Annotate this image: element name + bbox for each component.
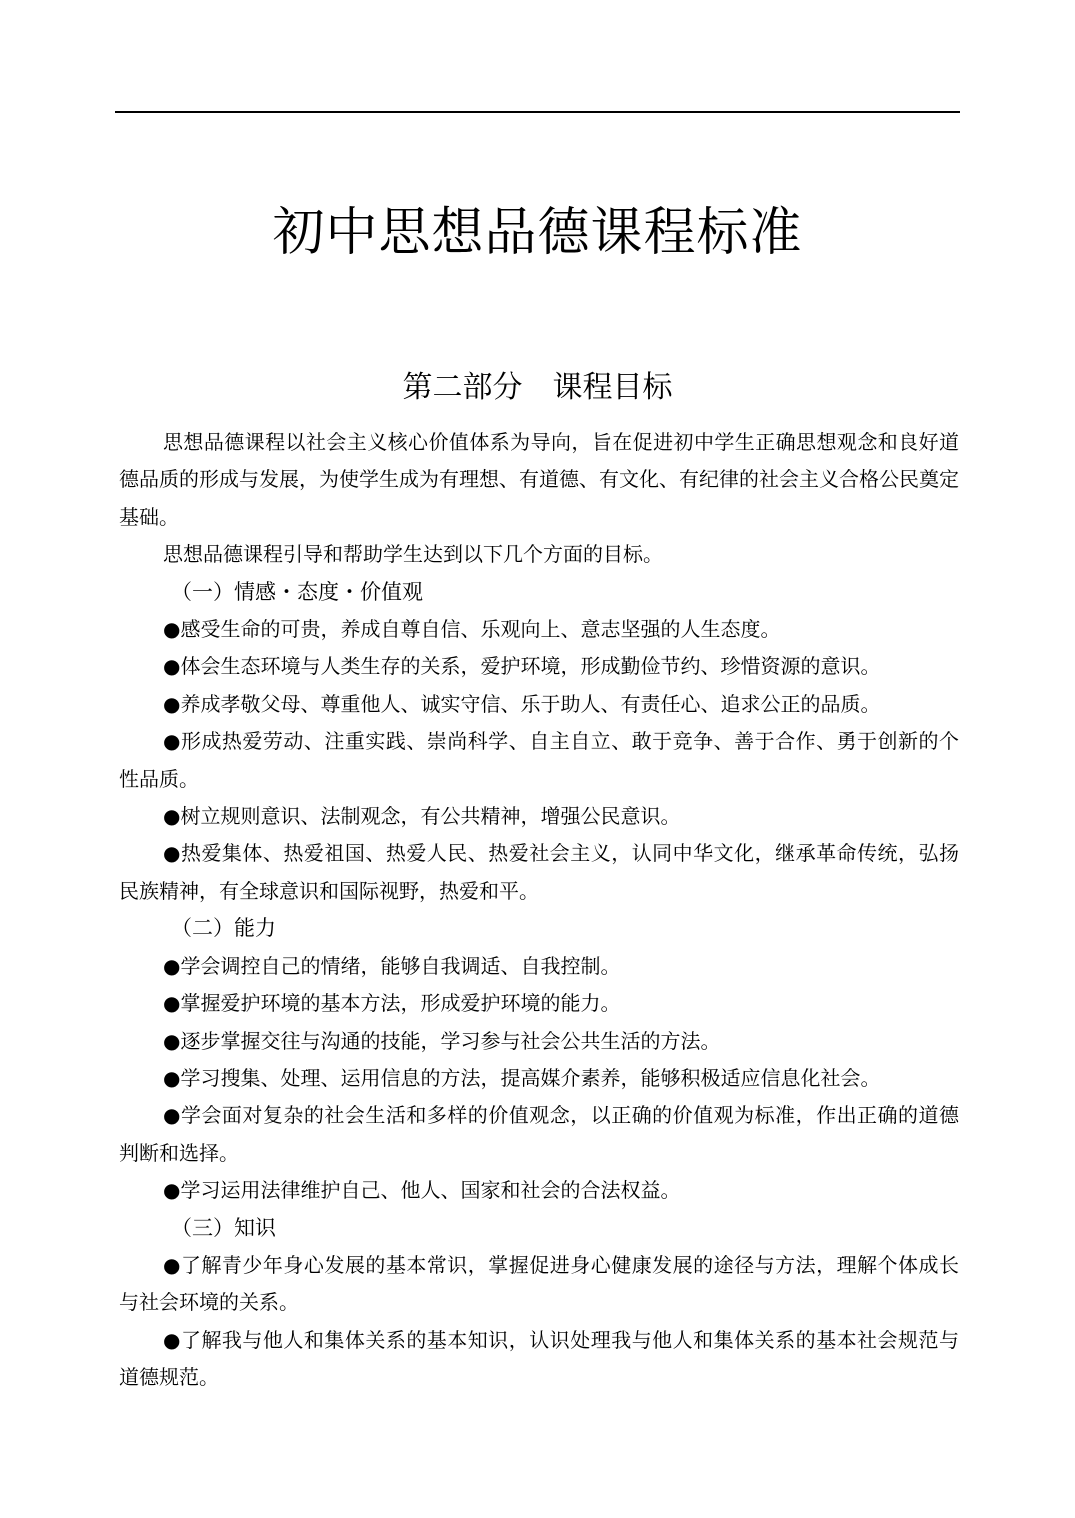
bullet-text: 了解我与他人和集体关系的基本知识，认识处理我与他人和集体关系的基本社会规范与道德规范。 xyxy=(119,1327,960,1390)
bullet-text: 学会调控自己的情绪，能够自我调适、自我控制。 xyxy=(180,953,621,978)
bullet-text: 形成热爱劳动、注重实践、崇尚科学、自主自立、敢于竞争、善于合作、勇于创新的个性品质。 xyxy=(119,729,960,791)
section-affect xyxy=(119,574,959,911)
bullet-icon: ● xyxy=(163,1103,181,1128)
bullet-icon: ● xyxy=(163,654,181,679)
bullet-icon: ● xyxy=(163,617,181,642)
part-title: 第二部分 课程目标 xyxy=(402,370,673,405)
bullet-item xyxy=(119,1060,959,1097)
bullet-icon: ● xyxy=(163,841,181,866)
bullet-text: 养成孝敬父母、尊重他人、诚实守信、乐于助人、有责任心、追求公正的品质。 xyxy=(180,691,881,716)
bullet-item xyxy=(119,611,959,648)
bullet-text: 热爱集体、热爱祖国、热爱人民、热爱社会主义，认同中华文化，继承革命传统，弘扬民族精神，有全球意识和国际视野，热爱和平。 xyxy=(119,841,960,903)
bullet-text: 学习运用法律维护自己、他人、国家和社会的合法权益。 xyxy=(180,1178,681,1203)
bullet-item xyxy=(119,686,959,723)
section-ability xyxy=(119,910,959,1209)
bullet-text: 掌握爱护环境的基本方法，形成爱护环境的能力。 xyxy=(180,991,621,1016)
bullet-icon: ● xyxy=(163,729,181,754)
bullet-text: 体会生态环境与人类生存的关系，爱护环境，形成勤俭节约、珍惜资源的意识。 xyxy=(180,654,881,679)
bullet-item xyxy=(119,1322,959,1397)
header-rule xyxy=(115,111,960,113)
bullet-item xyxy=(119,648,959,685)
bullet-item xyxy=(119,985,959,1022)
bullet-icon: ● xyxy=(163,1028,181,1053)
bullet-icon: ● xyxy=(163,1252,181,1277)
section-heading: （二）能力 xyxy=(171,916,276,941)
section-heading: （三）知识 xyxy=(171,1215,276,1240)
bullet-item xyxy=(119,835,959,910)
intro-paragraph: 思想品德课程以社会主义核心价值体系为导向，旨在促进初中学生正确思想观念和良好道德品质的形成与发展，为使学生成为有理想、有道德、有文化、有纪律的社会主义合格公民奠定基础。 xyxy=(119,430,959,529)
bullet-text: 感受生命的可贵，养成自尊自信、乐观向上、意志坚强的人生态度。 xyxy=(180,617,781,642)
bullet-text: 逐步掌握交往与沟通的技能，学习参与社会公共生活的方法。 xyxy=(180,1028,721,1053)
document-body xyxy=(119,424,959,1397)
section-heading: （一）情感・态度・价值观 xyxy=(171,579,423,604)
bullet-text: 了解青少年身心发展的基本常识，掌握促进身心健康发展的途径与方法，理解个体成长与社会环境的关系。 xyxy=(119,1252,960,1315)
bullet-icon: ● xyxy=(163,953,181,978)
bullet-icon: ● xyxy=(163,804,181,829)
bullet-item xyxy=(119,1247,959,1322)
bullet-item xyxy=(119,798,959,835)
bullet-icon: ● xyxy=(163,1065,181,1090)
bullet-icon: ● xyxy=(163,991,181,1016)
bullet-item xyxy=(119,1023,959,1060)
section-knowledge xyxy=(119,1210,959,1397)
intro-paragraph: 思想品德课程引导和帮助学生达到以下几个方面的目标。 xyxy=(163,542,663,567)
bullet-text: 树立规则意识、法制观念，有公共精神，增强公民意识。 xyxy=(180,804,681,829)
bullet-icon: ● xyxy=(163,1178,181,1203)
bullet-item xyxy=(119,948,959,985)
bullet-icon: ● xyxy=(163,691,181,716)
bullet-text: 学习搜集、处理、运用信息的方法，提高媒介素养，能够积极适应信息化社会。 xyxy=(180,1065,881,1090)
bullet-item xyxy=(119,1172,959,1209)
bullet-item xyxy=(119,723,959,798)
bullet-text: 学会面对复杂的社会生活和多样的价值观念，以正确的价值观为标准，作出正确的道德判断和选择。 xyxy=(119,1103,960,1165)
document-title: 初中思想品德课程标准 xyxy=(272,203,803,263)
bullet-item xyxy=(119,1097,959,1172)
bullet-icon: ● xyxy=(163,1327,181,1352)
